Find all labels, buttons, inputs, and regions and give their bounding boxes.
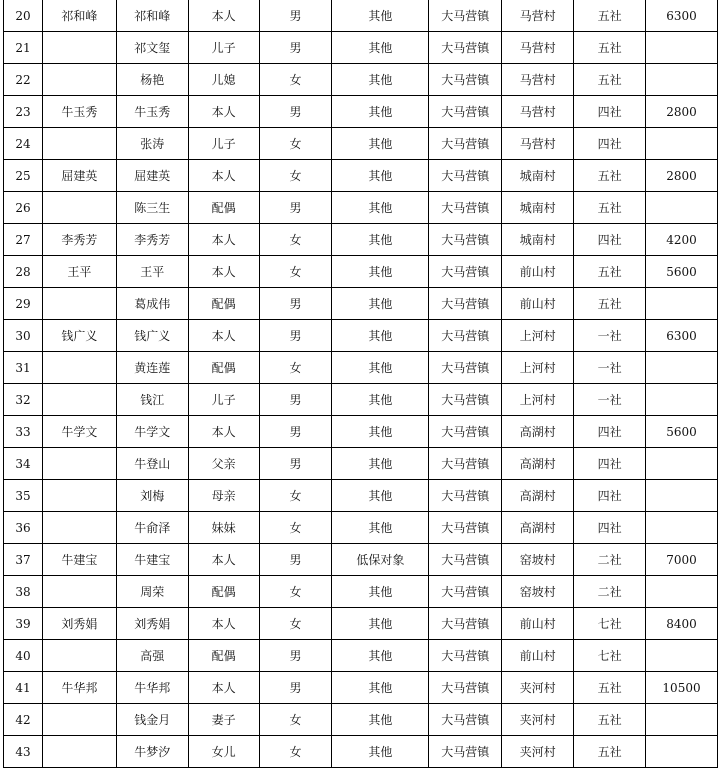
relation-cell: 妻子 <box>188 704 259 736</box>
table-row <box>4 96 718 128</box>
row-number-cell: 43 <box>4 736 43 768</box>
group-cell: 四社 <box>574 224 646 256</box>
category-cell: 其他 <box>332 640 429 672</box>
amount-cell: 5600 <box>646 256 718 288</box>
member-name-cell: 牛学文 <box>116 416 188 448</box>
gender-cell: 女 <box>259 576 332 608</box>
member-name-cell: 王平 <box>116 256 188 288</box>
gender-cell: 男 <box>259 544 332 576</box>
row-number-cell: 27 <box>4 224 43 256</box>
town-cell: 大马营镇 <box>429 192 502 224</box>
category-cell: 其他 <box>332 416 429 448</box>
household-head-cell <box>42 736 116 768</box>
member-name-cell: 钱广义 <box>116 320 188 352</box>
gender-cell: 女 <box>259 512 332 544</box>
table-row <box>4 736 718 768</box>
group-cell: 一社 <box>574 352 646 384</box>
amount-cell: 2800 <box>646 160 718 192</box>
group-cell: 五社 <box>574 160 646 192</box>
gender-cell: 男 <box>259 288 332 320</box>
village-cell: 前山村 <box>502 608 574 640</box>
gender-cell: 女 <box>259 480 332 512</box>
amount-cell <box>646 704 718 736</box>
village-cell: 夹河村 <box>502 736 574 768</box>
relation-cell: 儿媳 <box>188 64 259 96</box>
town-cell: 大马营镇 <box>429 448 502 480</box>
amount-cell: 4200 <box>646 224 718 256</box>
relation-cell: 女儿 <box>188 736 259 768</box>
amount-cell <box>646 384 718 416</box>
gender-cell: 男 <box>259 448 332 480</box>
household-head-cell: 刘秀娟 <box>42 608 116 640</box>
amount-cell: 6300 <box>646 0 718 32</box>
category-cell: 其他 <box>332 32 429 64</box>
group-cell: 二社 <box>574 576 646 608</box>
member-name-cell: 牛梦汐 <box>116 736 188 768</box>
table-row <box>4 416 718 448</box>
relation-cell: 本人 <box>188 96 259 128</box>
relation-cell: 妹妹 <box>188 512 259 544</box>
relation-cell: 本人 <box>188 0 259 32</box>
category-cell: 低保对象 <box>332 544 429 576</box>
village-cell: 窑坡村 <box>502 544 574 576</box>
relation-cell: 本人 <box>188 256 259 288</box>
household-head-cell: 李秀芳 <box>42 224 116 256</box>
row-number-cell: 35 <box>4 480 43 512</box>
category-cell: 其他 <box>332 96 429 128</box>
group-cell: 二社 <box>574 544 646 576</box>
relation-cell: 本人 <box>188 224 259 256</box>
table-row <box>4 608 718 640</box>
member-name-cell: 杨艳 <box>116 64 188 96</box>
row-number-cell: 23 <box>4 96 43 128</box>
table-row <box>4 0 718 32</box>
category-cell: 其他 <box>332 608 429 640</box>
relation-cell: 本人 <box>188 416 259 448</box>
village-cell: 高湖村 <box>502 448 574 480</box>
town-cell: 大马营镇 <box>429 544 502 576</box>
village-cell: 前山村 <box>502 256 574 288</box>
table-row <box>4 64 718 96</box>
group-cell: 一社 <box>574 384 646 416</box>
row-number-cell: 24 <box>4 128 43 160</box>
amount-cell: 6300 <box>646 320 718 352</box>
group-cell: 五社 <box>574 736 646 768</box>
row-number-cell: 31 <box>4 352 43 384</box>
category-cell: 其他 <box>332 704 429 736</box>
village-cell: 窑坡村 <box>502 576 574 608</box>
village-cell: 城南村 <box>502 224 574 256</box>
town-cell: 大马营镇 <box>429 640 502 672</box>
category-cell: 其他 <box>332 224 429 256</box>
member-name-cell: 牛建宝 <box>116 544 188 576</box>
category-cell: 其他 <box>332 736 429 768</box>
relation-cell: 本人 <box>188 320 259 352</box>
town-cell: 大马营镇 <box>429 32 502 64</box>
group-cell: 四社 <box>574 448 646 480</box>
group-cell: 四社 <box>574 512 646 544</box>
category-cell: 其他 <box>332 448 429 480</box>
amount-cell <box>646 448 718 480</box>
amount-cell <box>646 352 718 384</box>
member-name-cell: 周荣 <box>116 576 188 608</box>
village-cell: 上河村 <box>502 320 574 352</box>
member-name-cell: 祁和峰 <box>116 0 188 32</box>
row-number-cell: 39 <box>4 608 43 640</box>
household-head-cell <box>42 480 116 512</box>
table-row <box>4 640 718 672</box>
household-head-cell: 牛学文 <box>42 416 116 448</box>
row-number-cell: 41 <box>4 672 43 704</box>
group-cell: 五社 <box>574 288 646 320</box>
member-name-cell: 牛俞泽 <box>116 512 188 544</box>
household-head-cell <box>42 576 116 608</box>
household-head-cell: 牛建宝 <box>42 544 116 576</box>
group-cell: 五社 <box>574 32 646 64</box>
member-name-cell: 张涛 <box>116 128 188 160</box>
table-row <box>4 256 718 288</box>
village-cell: 马营村 <box>502 0 574 32</box>
relation-cell: 儿子 <box>188 384 259 416</box>
table-row <box>4 704 718 736</box>
category-cell: 其他 <box>332 160 429 192</box>
town-cell: 大马营镇 <box>429 320 502 352</box>
category-cell: 其他 <box>332 192 429 224</box>
row-number-cell: 21 <box>4 32 43 64</box>
category-cell: 其他 <box>332 576 429 608</box>
group-cell: 五社 <box>574 64 646 96</box>
relation-cell: 本人 <box>188 608 259 640</box>
amount-cell <box>646 288 718 320</box>
row-number-cell: 36 <box>4 512 43 544</box>
table-row <box>4 480 718 512</box>
gender-cell: 男 <box>259 0 332 32</box>
table-row <box>4 288 718 320</box>
category-cell: 其他 <box>332 256 429 288</box>
gender-cell: 男 <box>259 96 332 128</box>
town-cell: 大马营镇 <box>429 480 502 512</box>
group-cell: 五社 <box>574 704 646 736</box>
member-name-cell: 祁文玺 <box>116 32 188 64</box>
town-cell: 大马营镇 <box>429 96 502 128</box>
amount-cell: 8400 <box>646 608 718 640</box>
member-name-cell: 高强 <box>116 640 188 672</box>
gender-cell: 男 <box>259 672 332 704</box>
category-cell: 其他 <box>332 512 429 544</box>
town-cell: 大马营镇 <box>429 352 502 384</box>
town-cell: 大马营镇 <box>429 512 502 544</box>
member-name-cell: 钱金月 <box>116 704 188 736</box>
table-row <box>4 128 718 160</box>
table-row <box>4 32 718 64</box>
town-cell: 大马营镇 <box>429 224 502 256</box>
village-cell: 高湖村 <box>502 416 574 448</box>
household-head-cell: 牛华邦 <box>42 672 116 704</box>
category-cell: 其他 <box>332 384 429 416</box>
gender-cell: 女 <box>259 128 332 160</box>
row-number-cell: 29 <box>4 288 43 320</box>
member-name-cell: 牛华邦 <box>116 672 188 704</box>
village-cell: 城南村 <box>502 160 574 192</box>
group-cell: 一社 <box>574 320 646 352</box>
household-head-cell: 屈建英 <box>42 160 116 192</box>
gender-cell: 男 <box>259 384 332 416</box>
amount-cell <box>646 576 718 608</box>
gender-cell: 女 <box>259 736 332 768</box>
relation-cell: 配偶 <box>188 576 259 608</box>
village-cell: 高湖村 <box>502 480 574 512</box>
row-number-cell: 28 <box>4 256 43 288</box>
gender-cell: 男 <box>259 320 332 352</box>
group-cell: 七社 <box>574 640 646 672</box>
gender-cell: 男 <box>259 192 332 224</box>
household-head-cell <box>42 192 116 224</box>
household-head-cell <box>42 128 116 160</box>
table-row <box>4 352 718 384</box>
household-head-cell <box>42 704 116 736</box>
row-number-cell: 37 <box>4 544 43 576</box>
gender-cell: 男 <box>259 640 332 672</box>
amount-cell: 2800 <box>646 96 718 128</box>
row-number-cell: 33 <box>4 416 43 448</box>
village-cell: 高湖村 <box>502 512 574 544</box>
group-cell: 五社 <box>574 192 646 224</box>
member-name-cell: 牛登山 <box>116 448 188 480</box>
household-head-cell <box>42 288 116 320</box>
household-head-cell: 王平 <box>42 256 116 288</box>
town-cell: 大马营镇 <box>429 128 502 160</box>
town-cell: 大马营镇 <box>429 576 502 608</box>
town-cell: 大马营镇 <box>429 736 502 768</box>
household-head-cell <box>42 64 116 96</box>
amount-cell: 7000 <box>646 544 718 576</box>
town-cell: 大马营镇 <box>429 256 502 288</box>
village-cell: 马营村 <box>502 96 574 128</box>
row-number-cell: 20 <box>4 0 43 32</box>
household-head-cell: 祁和峰 <box>42 0 116 32</box>
group-cell: 七社 <box>574 608 646 640</box>
amount-cell <box>646 640 718 672</box>
category-cell: 其他 <box>332 672 429 704</box>
household-head-cell <box>42 640 116 672</box>
member-name-cell: 牛玉秀 <box>116 96 188 128</box>
town-cell: 大马营镇 <box>429 416 502 448</box>
gender-cell: 女 <box>259 224 332 256</box>
category-cell: 其他 <box>332 480 429 512</box>
household-head-cell <box>42 384 116 416</box>
relation-cell: 母亲 <box>188 480 259 512</box>
table-row <box>4 320 718 352</box>
town-cell: 大马营镇 <box>429 384 502 416</box>
table-row <box>4 192 718 224</box>
gender-cell: 男 <box>259 32 332 64</box>
village-cell: 马营村 <box>502 32 574 64</box>
group-cell: 五社 <box>574 672 646 704</box>
table-row <box>4 448 718 480</box>
row-number-cell: 40 <box>4 640 43 672</box>
household-table <box>3 0 718 768</box>
amount-cell <box>646 192 718 224</box>
group-cell: 四社 <box>574 480 646 512</box>
relation-cell: 本人 <box>188 672 259 704</box>
category-cell: 其他 <box>332 128 429 160</box>
row-number-cell: 38 <box>4 576 43 608</box>
village-cell: 夹河村 <box>502 704 574 736</box>
group-cell: 四社 <box>574 128 646 160</box>
relation-cell: 配偶 <box>188 352 259 384</box>
gender-cell: 女 <box>259 608 332 640</box>
gender-cell: 女 <box>259 352 332 384</box>
row-number-cell: 42 <box>4 704 43 736</box>
village-cell: 前山村 <box>502 288 574 320</box>
member-name-cell: 屈建英 <box>116 160 188 192</box>
row-number-cell: 25 <box>4 160 43 192</box>
table-row <box>4 512 718 544</box>
village-cell: 马营村 <box>502 128 574 160</box>
member-name-cell: 葛成伟 <box>116 288 188 320</box>
town-cell: 大马营镇 <box>429 672 502 704</box>
relation-cell: 父亲 <box>188 448 259 480</box>
category-cell: 其他 <box>332 320 429 352</box>
household-head-cell <box>42 448 116 480</box>
village-cell: 前山村 <box>502 640 574 672</box>
town-cell: 大马营镇 <box>429 288 502 320</box>
town-cell: 大马营镇 <box>429 160 502 192</box>
row-number-cell: 34 <box>4 448 43 480</box>
table-row <box>4 224 718 256</box>
group-cell: 四社 <box>574 96 646 128</box>
relation-cell: 配偶 <box>188 288 259 320</box>
relation-cell: 儿子 <box>188 32 259 64</box>
table-row <box>4 384 718 416</box>
amount-cell <box>646 736 718 768</box>
amount-cell: 5600 <box>646 416 718 448</box>
relation-cell: 配偶 <box>188 640 259 672</box>
table-row <box>4 672 718 704</box>
village-cell: 上河村 <box>502 384 574 416</box>
amount-cell <box>646 32 718 64</box>
member-name-cell: 刘梅 <box>116 480 188 512</box>
table-row <box>4 160 718 192</box>
household-head-cell: 钱广义 <box>42 320 116 352</box>
gender-cell: 男 <box>259 416 332 448</box>
row-number-cell: 22 <box>4 64 43 96</box>
amount-cell <box>646 480 718 512</box>
relation-cell: 配偶 <box>188 192 259 224</box>
table-row <box>4 576 718 608</box>
household-head-cell <box>42 352 116 384</box>
category-cell: 其他 <box>332 352 429 384</box>
member-name-cell: 陈三生 <box>116 192 188 224</box>
amount-cell <box>646 128 718 160</box>
table-body <box>4 0 718 768</box>
gender-cell: 女 <box>259 256 332 288</box>
village-cell: 马营村 <box>502 64 574 96</box>
household-head-cell <box>42 512 116 544</box>
relation-cell: 本人 <box>188 160 259 192</box>
member-name-cell: 刘秀娟 <box>116 608 188 640</box>
group-cell: 五社 <box>574 256 646 288</box>
amount-cell: 10500 <box>646 672 718 704</box>
category-cell: 其他 <box>332 0 429 32</box>
group-cell: 五社 <box>574 0 646 32</box>
member-name-cell: 钱江 <box>116 384 188 416</box>
gender-cell: 女 <box>259 704 332 736</box>
member-name-cell: 李秀芳 <box>116 224 188 256</box>
town-cell: 大马营镇 <box>429 0 502 32</box>
category-cell: 其他 <box>332 64 429 96</box>
relation-cell: 儿子 <box>188 128 259 160</box>
household-head-cell: 牛玉秀 <box>42 96 116 128</box>
town-cell: 大马营镇 <box>429 608 502 640</box>
category-cell: 其他 <box>332 288 429 320</box>
row-number-cell: 32 <box>4 384 43 416</box>
town-cell: 大马营镇 <box>429 704 502 736</box>
table-row <box>4 544 718 576</box>
row-number-cell: 30 <box>4 320 43 352</box>
village-cell: 夹河村 <box>502 672 574 704</box>
gender-cell: 女 <box>259 64 332 96</box>
household-head-cell <box>42 32 116 64</box>
amount-cell <box>646 64 718 96</box>
group-cell: 四社 <box>574 416 646 448</box>
village-cell: 城南村 <box>502 192 574 224</box>
village-cell: 上河村 <box>502 352 574 384</box>
relation-cell: 本人 <box>188 544 259 576</box>
gender-cell: 女 <box>259 160 332 192</box>
member-name-cell: 黄连莲 <box>116 352 188 384</box>
row-number-cell: 26 <box>4 192 43 224</box>
amount-cell <box>646 512 718 544</box>
town-cell: 大马营镇 <box>429 64 502 96</box>
